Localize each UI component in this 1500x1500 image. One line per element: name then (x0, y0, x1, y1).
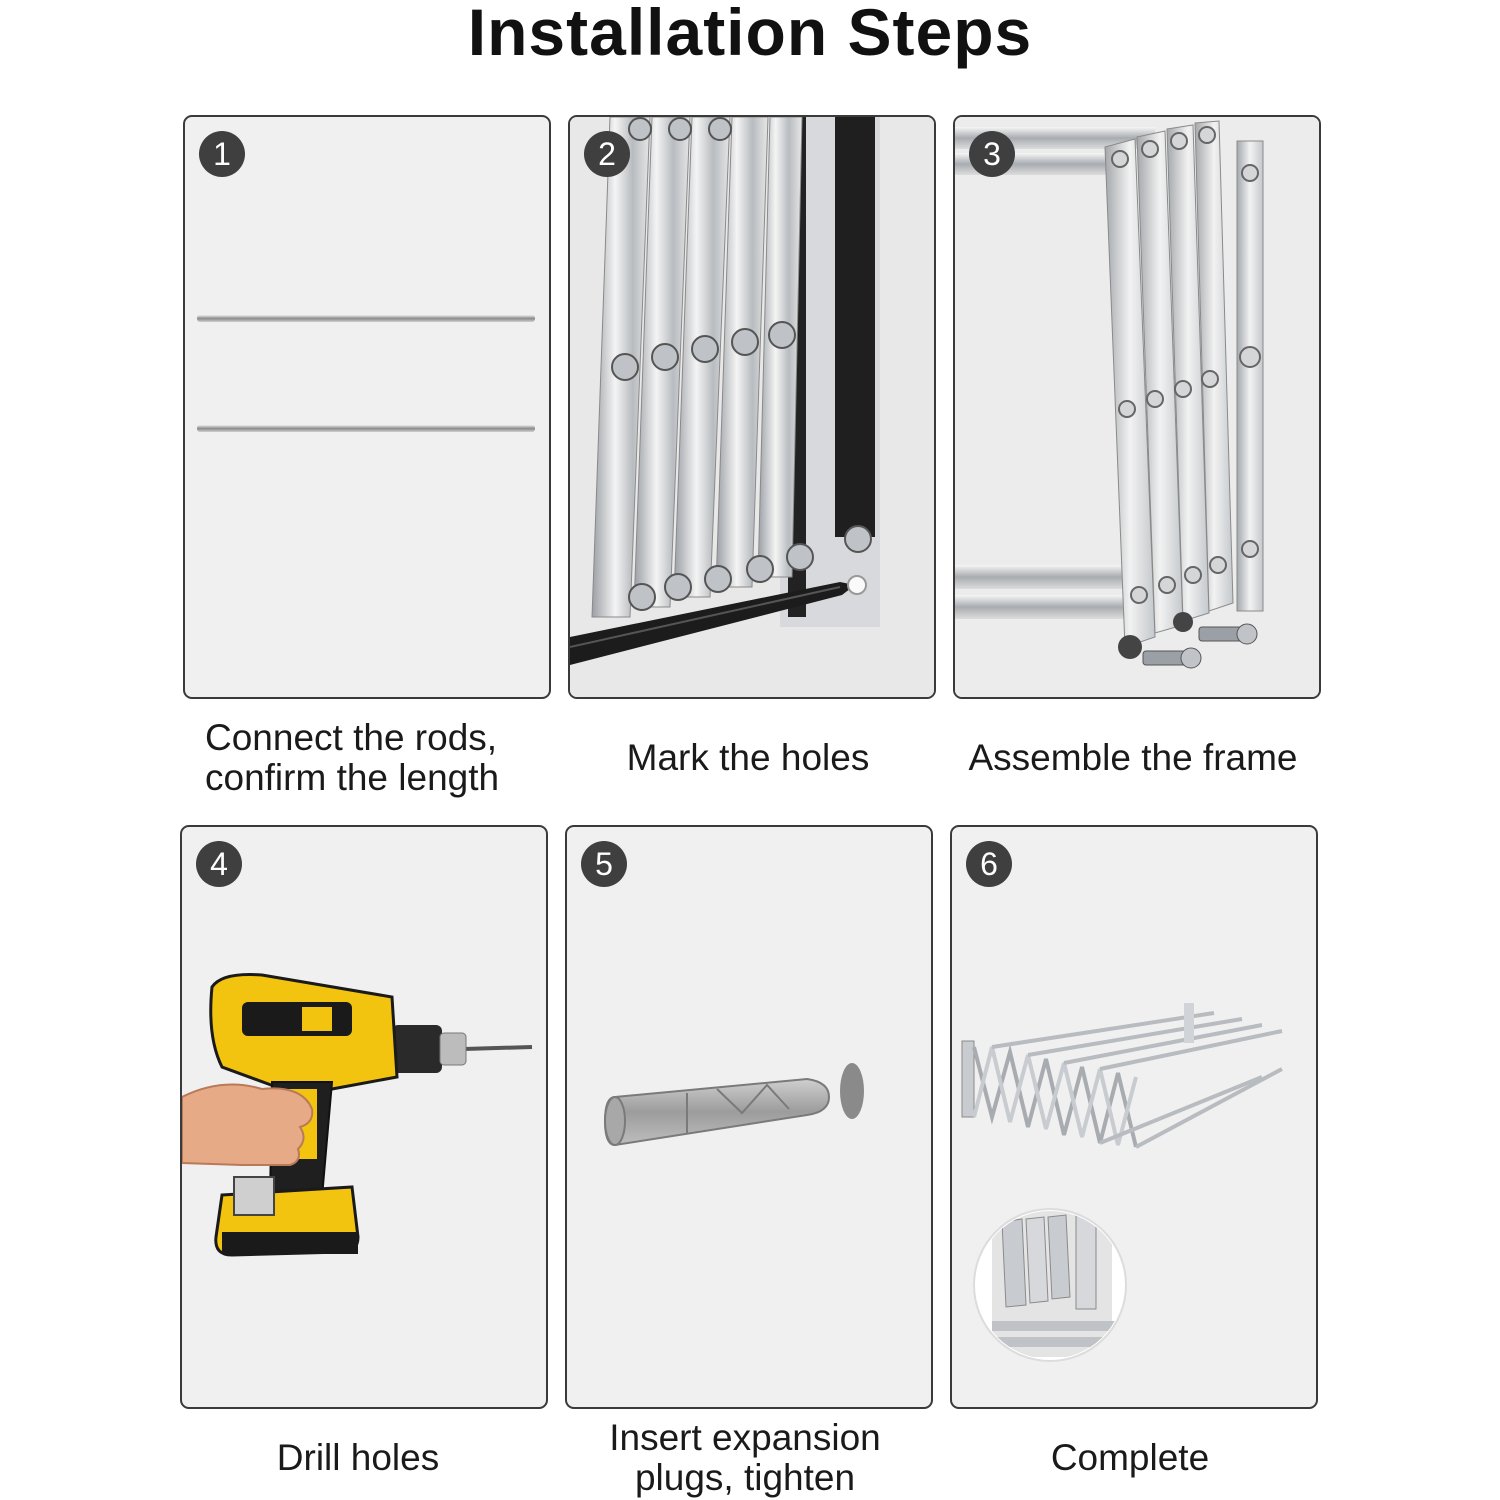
page-title: Installation Steps (467, 0, 1033, 69)
cordless-drill-illustration (182, 827, 546, 1407)
step-1-caption-line-2: confirm the length (205, 757, 500, 798)
step-4-panel (180, 825, 548, 1409)
step-6-caption (940, 1438, 1320, 1478)
step-5-caption-line-2: plugs, tighten (634, 1457, 856, 1498)
step-4-caption-line-1: Drill holes (276, 1437, 440, 1478)
step-1-caption-line-1: Connect the rods, (205, 717, 498, 758)
step-6-number-badge: 6 (966, 841, 1012, 887)
step-4-number-badge: 4 (196, 841, 242, 887)
step-5-panel (565, 825, 933, 1409)
step-1-panel (183, 115, 551, 699)
step-2-panel (568, 115, 936, 699)
step-2-caption-line-1: Mark the holes (626, 737, 870, 778)
mounted-drying-rack-illustration (952, 827, 1316, 1407)
step-3-number-badge: 3 (969, 131, 1015, 177)
step-1-number-badge: 1 (199, 131, 245, 177)
pen-marking-bracket-illustration (570, 117, 934, 697)
step-2-caption (558, 738, 938, 778)
step-2-number-badge: 2 (584, 131, 630, 177)
step-6-panel (950, 825, 1318, 1409)
step-3-caption-line-1: Assemble the frame (968, 737, 1298, 778)
step-5-number-badge: 5 (581, 841, 627, 887)
step-4-caption (168, 1438, 548, 1478)
expansion-plug-illustration (567, 827, 931, 1407)
step-5-caption-line-1: Insert expansion (609, 1417, 881, 1458)
step-6-caption-line-1: Complete (1050, 1437, 1210, 1478)
steel-rods-illustration (185, 117, 549, 697)
frame-with-screws-illustration (955, 117, 1319, 697)
step-3-panel (953, 115, 1321, 699)
step-3-caption (943, 738, 1323, 778)
step-1-caption (205, 718, 585, 798)
step-5-caption (555, 1418, 935, 1498)
